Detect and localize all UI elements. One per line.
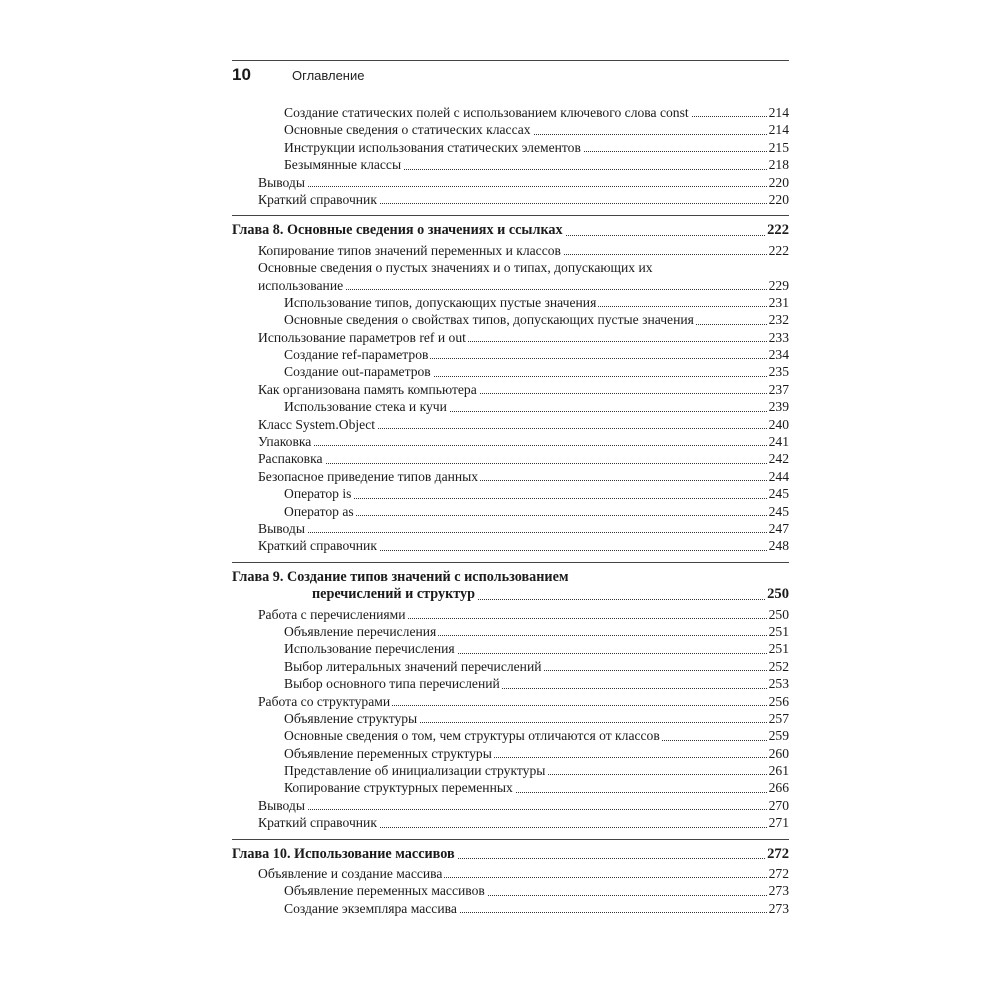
toc-entry: Инструкции использования статических элементов 215 (232, 139, 789, 156)
toc-entry: Как организована память компьютера 237 (232, 381, 789, 398)
toc-entry-wrapped-line: Основные сведения о пустых значениях и о типах, допускающих их (258, 260, 653, 276)
toc-entry: Создание статических полей с использованием ключевого слова const 214 (232, 104, 789, 121)
chapter-divider (232, 562, 789, 563)
toc-entry: Использование параметров ref и out 233 (232, 329, 789, 346)
toc-entry: Оператор as 245 (232, 503, 789, 520)
toc-entry: Работа со структурами 256 (232, 693, 789, 710)
toc-entry: Представление об инициализации структуры 261 (232, 762, 789, 779)
toc-entry: Безопасное приведение типов данных 244 (232, 468, 789, 485)
toc-entry: Использование перечисления 251 (232, 640, 789, 657)
chapter-divider (232, 215, 789, 216)
toc-entry: Работа с перечислениями 250 (232, 606, 789, 623)
toc-entry: Объявление структуры 257 (232, 710, 789, 727)
toc-entry: Класс System.Object 240 (232, 416, 789, 433)
toc-entry: Распаковка 242 (232, 450, 789, 467)
toc-entry: Безымянные классы 218 (232, 156, 789, 173)
toc-entry: Использование стека и кучи 239 (232, 398, 789, 415)
page-number: 10 (232, 65, 251, 84)
toc-entry: Выводы 270 (232, 797, 789, 814)
toc-entry: Краткий справочник 271 (232, 814, 789, 831)
toc-entry: Создание ref-параметров 234 (232, 346, 789, 363)
chapter-divider (232, 839, 789, 840)
toc-entry: Упаковка 241 (232, 433, 789, 450)
toc-section-top (232, 104, 789, 208)
chapter-heading-line: Глава 9. Создание типов значений с использованием (232, 568, 569, 585)
toc-entry: Выводы 220 (232, 174, 789, 191)
toc-entry: Объявление и создание массива 272 (232, 865, 789, 882)
toc-entry: Основные сведения о том, чем структуры отличаются от классов 259 (232, 727, 789, 744)
toc-entry: Оператор is 245 (232, 485, 789, 502)
toc-chapter-9 (232, 569, 789, 832)
toc-entry: использование 229 (232, 277, 789, 294)
running-title: Оглавление (292, 68, 365, 83)
toc-chapter-10 (232, 846, 789, 918)
toc-entry: Выбор литеральных значений перечислений 252 (232, 658, 789, 675)
toc-entry: Объявление переменных структуры 260 (232, 745, 789, 762)
table-of-contents (232, 104, 789, 917)
chapter-heading: Глава 10. Использование массивов 272 (232, 845, 789, 862)
toc-chapter-8 (232, 222, 789, 554)
chapter-heading: Глава 8. Основные сведения о значениях и ссылках 222 (232, 222, 789, 239)
toc-entry: Копирование типов значений переменных и классов 222 (232, 242, 789, 259)
toc-entry: Создание out-параметров 235 (232, 363, 789, 380)
toc-entry: Основные сведения о статических классах 214 (232, 121, 789, 138)
toc-entry: Краткий справочник 248 (232, 537, 789, 554)
toc-entry: Объявление перечисления 251 (232, 623, 789, 640)
toc-entry: Выводы 247 (232, 520, 789, 537)
toc-entry: Использование типов, допускающих пустые значения 231 (232, 294, 789, 311)
toc-entry: Копирование структурных переменных 266 (232, 779, 789, 796)
toc-entry: Объявление переменных массивов 273 (232, 882, 789, 899)
toc-entry: Основные сведения о свойствах типов, допускающих пустые значения 232 (232, 311, 789, 328)
page-header (232, 60, 789, 84)
toc-entry: Создание экземпляра массива 273 (232, 900, 789, 917)
toc-entry: Краткий справочник 220 (232, 191, 789, 208)
toc-entry: Выбор основного типа перечислений 253 (232, 675, 789, 692)
chapter-heading: перечислений и структур 250 (232, 586, 789, 603)
